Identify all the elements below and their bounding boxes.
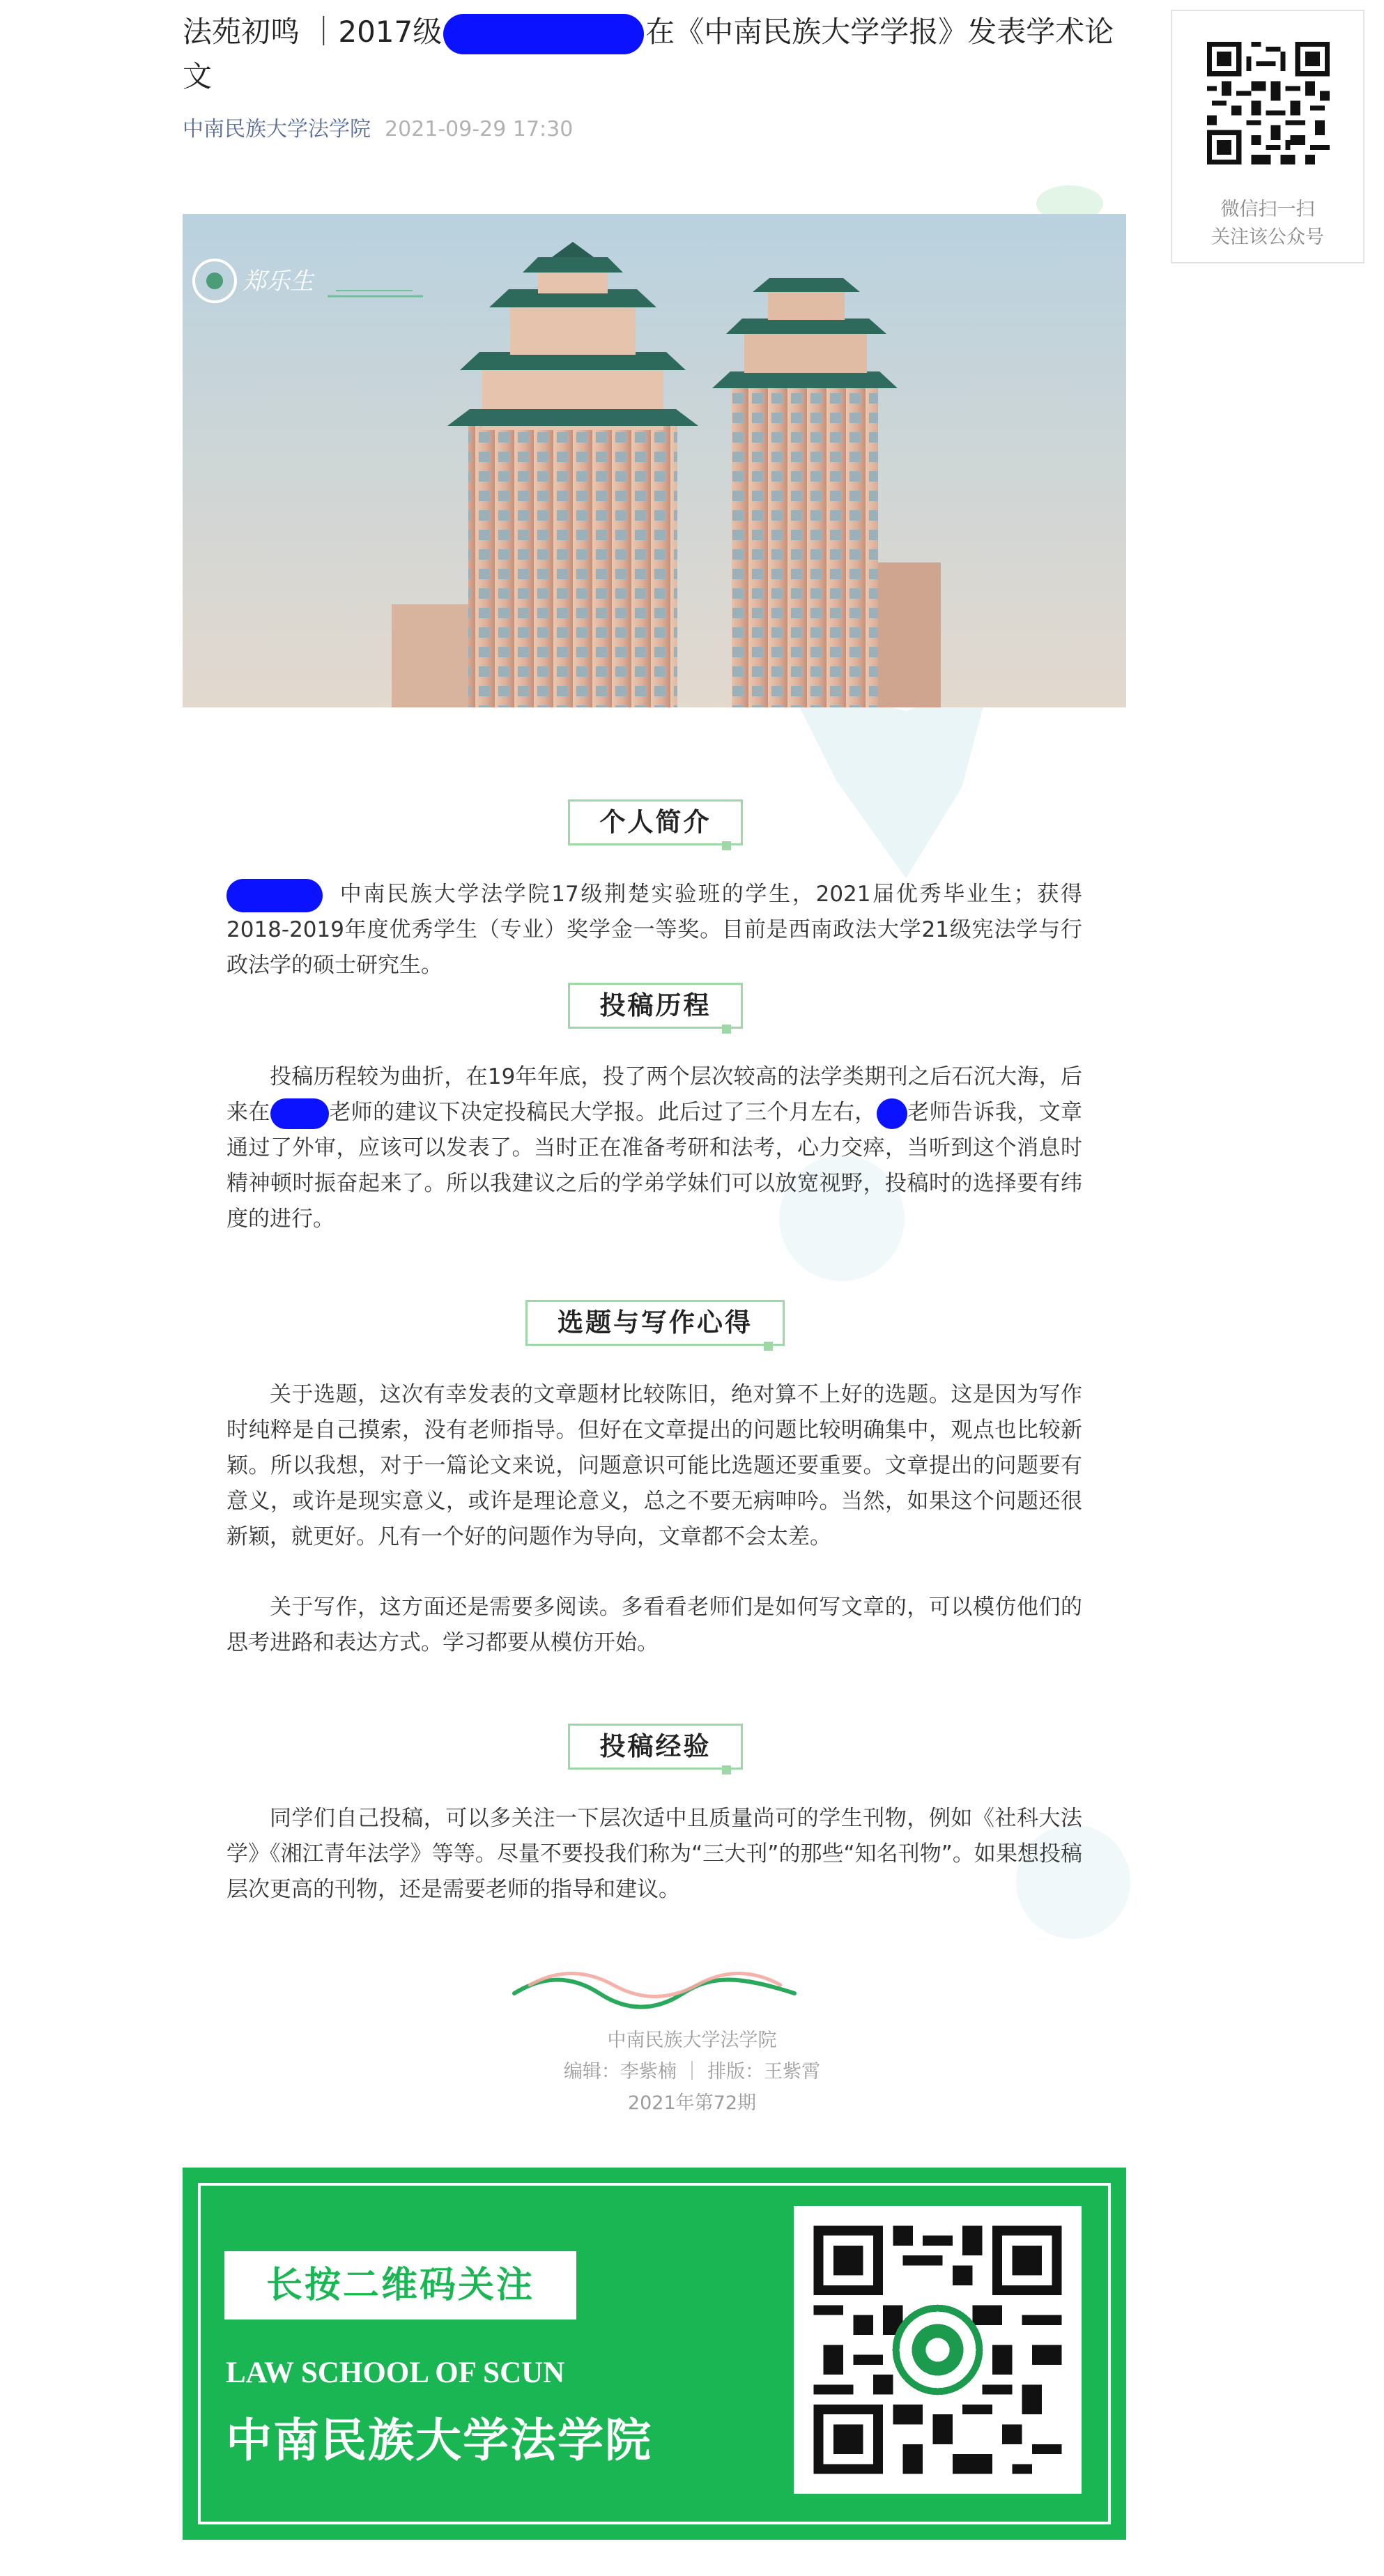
account-name-link[interactable]: 中南民族大学法学院 bbox=[183, 117, 371, 141]
redacted-name bbox=[226, 879, 323, 912]
section-heading-history: 投稿历程 bbox=[568, 983, 743, 1029]
banner-chinese-name: 中南民族大学法学院 bbox=[226, 2414, 652, 2467]
wave-divider-icon bbox=[509, 1965, 801, 2014]
qr-follow-panel bbox=[1171, 10, 1364, 263]
hero-logo-text: 郑乐生 bbox=[243, 268, 314, 296]
experience-paragraph: 同学们自己投稿，可以多关注一下层次适中且质量尚可的学生刊物，例如《社科大法学》《湘江青年法学》等等。尽量不要投我们称为“三大刊”的那些“知名刊物”。如果想投稿层次更高的刊物，还是需要老师的指导和建议。 bbox=[226, 1806, 1082, 1902]
writing-paragraph-2: 关于写作，这方面还是需要多阅读。多看看老师们是如何写文章的，可以模仿他们的思考进路和表达方式。学习都要从模仿开始。 bbox=[226, 1595, 1082, 1655]
history-text-a: 投稿历程较为曲折，在19年年底，投了两个层次较高的法学类期刊之后石沉大海，后来在 bbox=[226, 1064, 1082, 1125]
redacted-name bbox=[877, 1098, 907, 1129]
article-title bbox=[183, 10, 1130, 99]
section-heading-writing: 选题与写作心得 bbox=[525, 1300, 785, 1346]
title-text-end: 在《中南民族大学学报》发表学术论文 bbox=[183, 15, 1114, 93]
qr-code-icon bbox=[794, 2206, 1082, 2494]
footer-org: 中南民族大学法学院 bbox=[607, 2030, 777, 2051]
campus-building-illustration bbox=[183, 214, 1126, 707]
profile-text: 中南民族大学法学院17级荆楚实验班的学生，2021届优秀毕业生；获得2018-2019年度优秀学生（专业）奖学金一等奖。目前是西南政法大学21级宪法学与行政法学的硕士研究生。 bbox=[226, 882, 1082, 978]
article-meta bbox=[183, 112, 573, 142]
history-text-c: 老师告诉我，文章通过了外审，应该可以发表了。当时正在准备考研和法考，心力交瘁，当听到这个消息时精神顿时振奋起来了。所以我建议之后的学弟学妹们可以放宽视野，投稿时的选择要有纬度的进行。 bbox=[226, 1100, 1083, 1232]
qr-caption-scan: 微信扫一扫 bbox=[1220, 199, 1315, 220]
title-text-start: 法苑初鸣 ｜2017级 bbox=[183, 15, 443, 49]
qr-code-icon bbox=[1207, 42, 1330, 164]
profile-paragraph bbox=[226, 877, 1082, 983]
publish-time: 2021-09-29 17:30 bbox=[385, 117, 574, 141]
redacted-name bbox=[443, 14, 644, 54]
section-heading-profile: 个人简介 bbox=[568, 799, 743, 845]
follow-banner[interactable] bbox=[183, 2168, 1126, 2540]
writing-paragraph-1: 关于选题，这次有幸发表的文章题材比较陈旧，绝对算不上好的选题。这是因为写作时纯粹是自己摸索，没有老师指导。但好在文章提出的问题比较明确集中，观点也比较新颖。所以我想，对于一篇论文来说，问题意识可能比选题还要重要。文章提出的问题要有意义，或许是现实意义，或许是理论意义，总之不要无病呻吟。当然，如果这个问题还很新颖，就更好。凡有一个好的问题作为导向，文章都不会太差。 bbox=[226, 1382, 1082, 1549]
footer-issue: 2021年第72期 bbox=[627, 2092, 757, 2114]
hero-image bbox=[183, 214, 1126, 707]
banner-english-name: LAW SCHOOL OF SCUN bbox=[226, 2356, 565, 2389]
banner-press-label: 长按二维码关注 bbox=[224, 2251, 576, 2320]
history-text-b: 老师的建议下决定投稿民大学报。此后过了三个月左右， bbox=[328, 1100, 877, 1125]
banner-qr-code[interactable] bbox=[794, 2206, 1082, 2494]
footer-editors: 编辑：李紫楠 ｜ 排版：王紫霄 bbox=[563, 2061, 821, 2083]
qr-caption-follow: 关注该公众号 bbox=[1211, 227, 1324, 248]
section-heading-experience: 投稿经验 bbox=[568, 1724, 743, 1770]
redacted-name bbox=[270, 1098, 329, 1129]
history-paragraph bbox=[226, 1059, 1082, 1237]
